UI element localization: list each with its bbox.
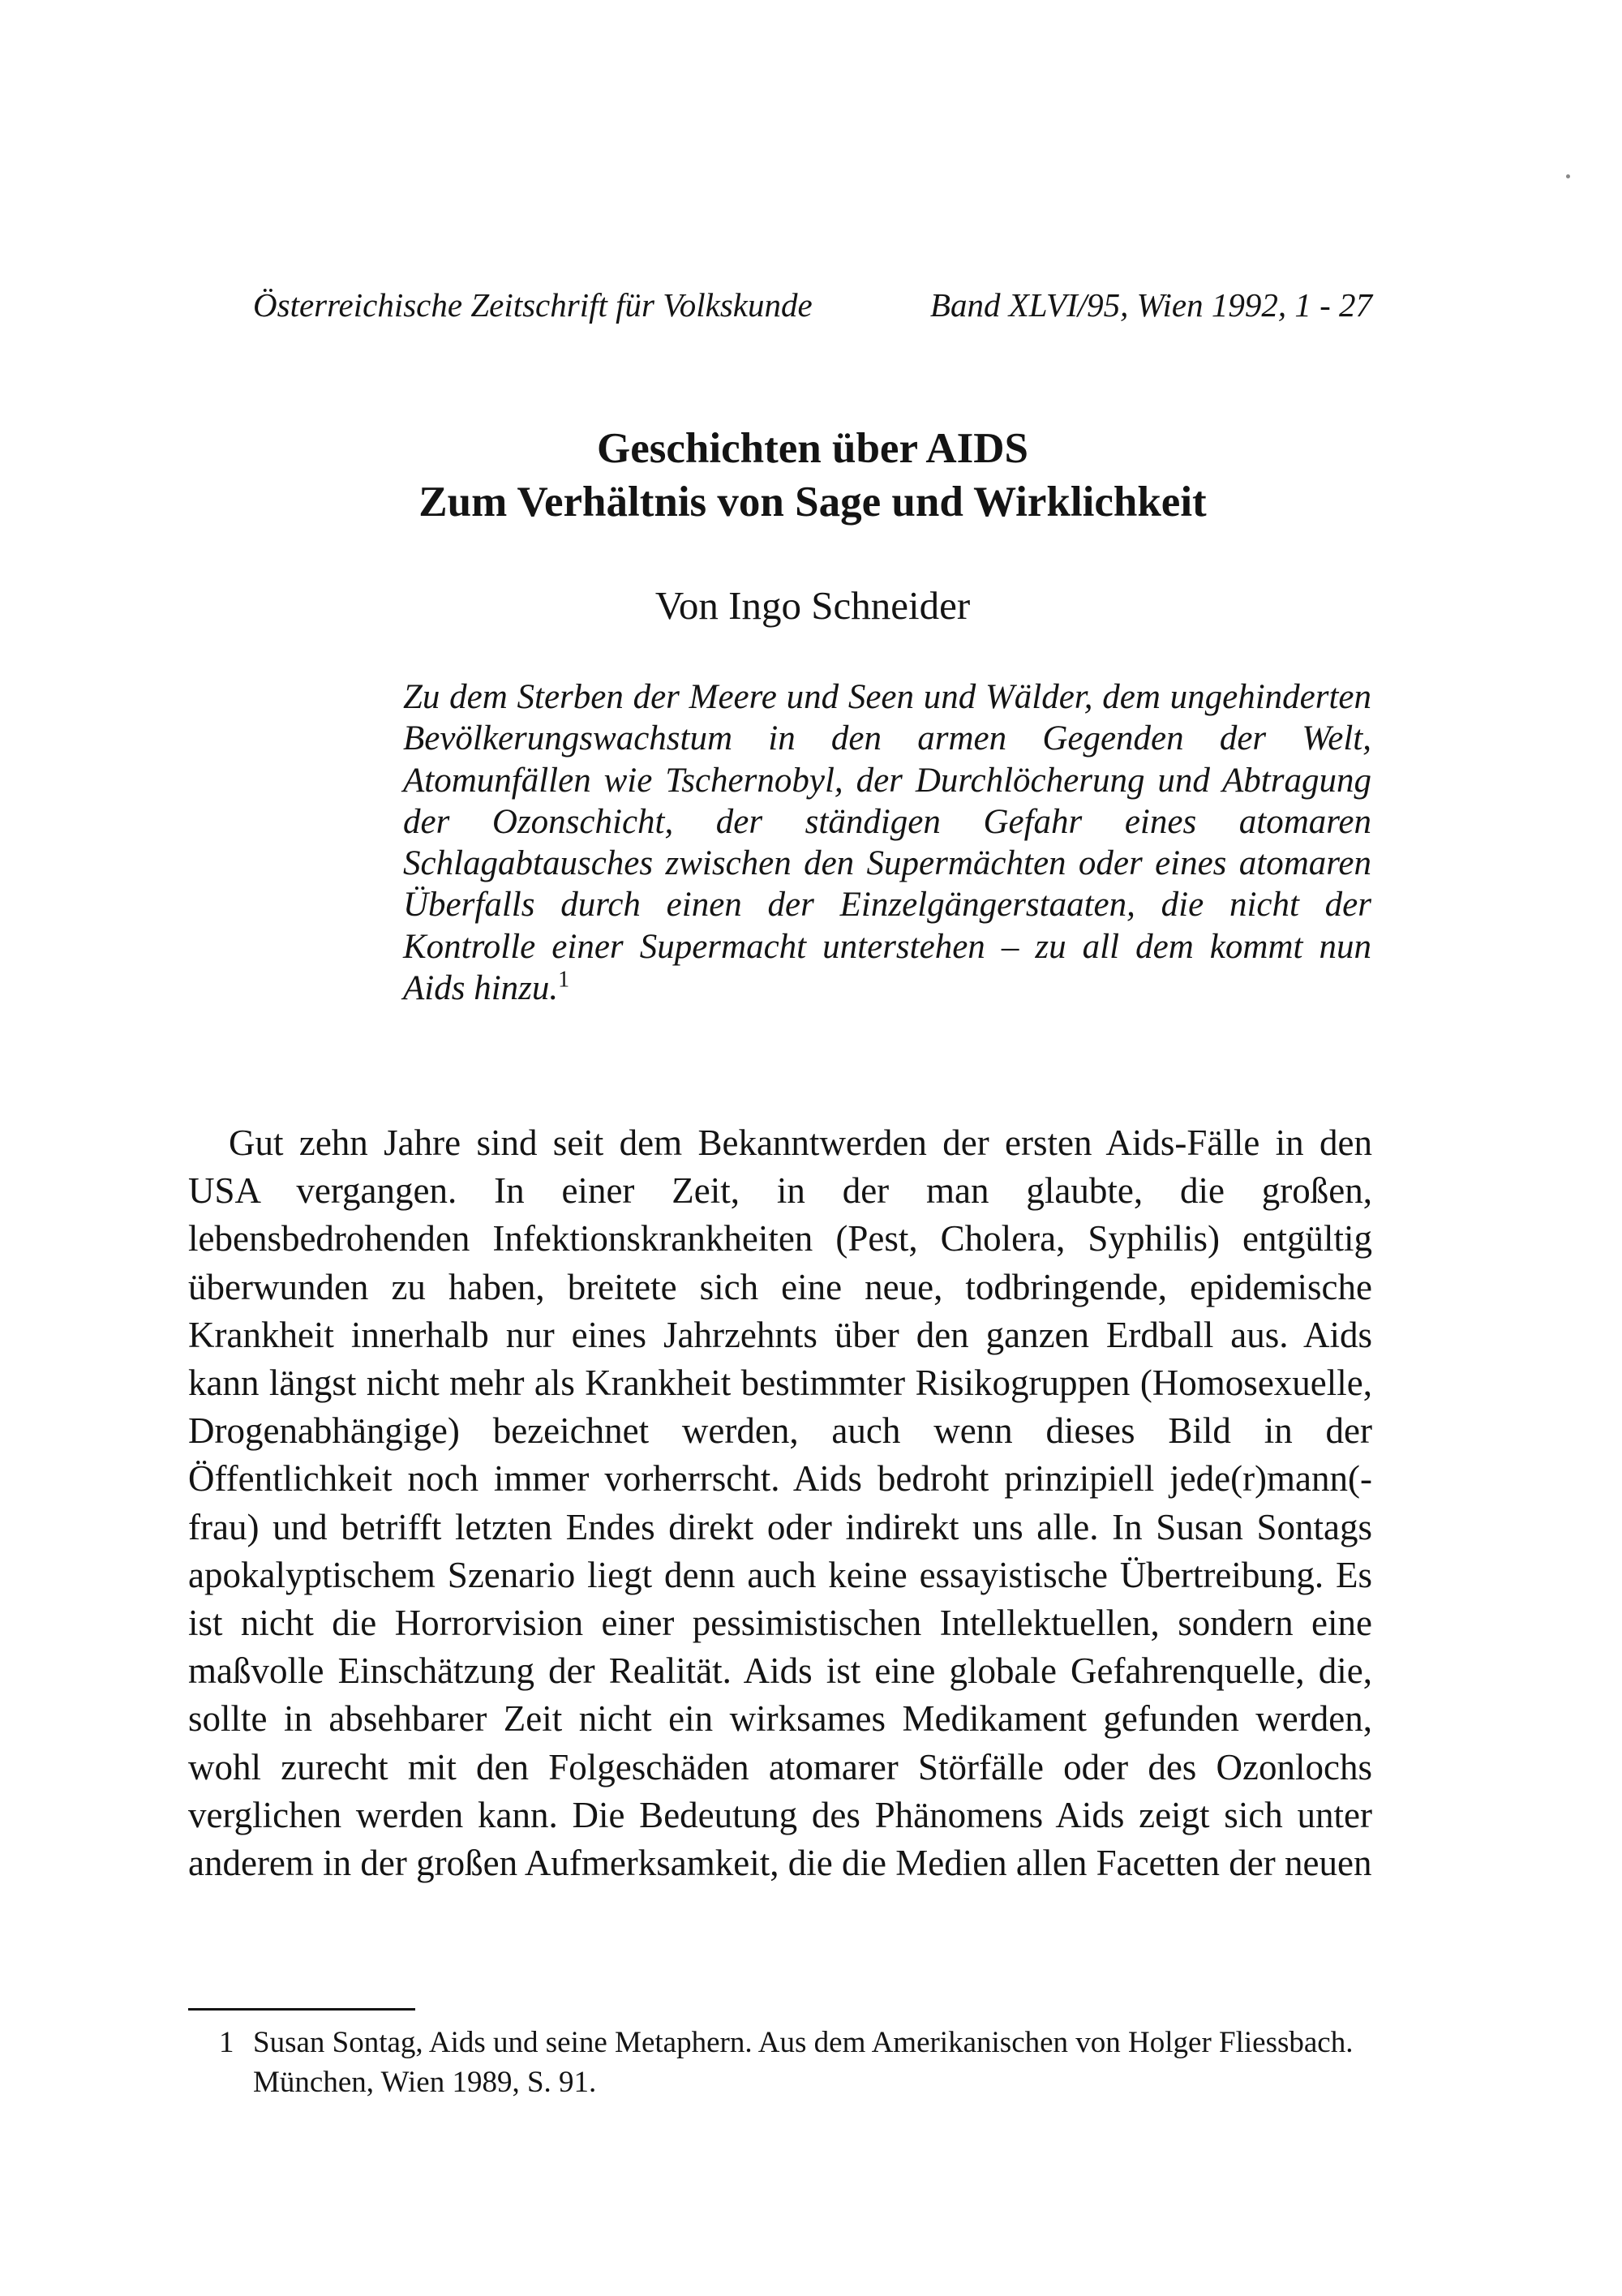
article-title [253,422,1372,529]
footnote-text: Susan Sontag, Aids und seine Metaphern. Aus dem Amerikanischen von Holger Fliessbach. München, Wien 1989, S. 91. [253,2026,1354,2099]
epigraph-text: Zu dem Sterben der Meere und Seen und Wälder, dem ungehinderten Bevölkerungswachstum in den armen Gegenden der Welt, Atomunfällen wie Tschernobyl, der Durchlöcherung und Abtragung der Ozonschicht, der ständigen Gefahr eines atomaren Schlagabtausches zwischen den Supermächten oder eines atomaren Überfalls durch einen der Einzelgängerstaaten, die nicht der Kontrolle einer Supermacht unterstehen – zu all dem kommt nun Aids hinzu. [403,678,1371,1008]
epigraph [403,676,1371,1009]
volume-info: Band XLVI/95, Wien 1992, 1 - 27 [929,286,1372,324]
journal-name: Österreichische Zeitschrift für Volkskunde [253,286,813,324]
footnote-divider [188,2008,415,2011]
running-header [253,285,1372,334]
epigraph-footnote-marker: 1 [558,967,570,993]
body-paragraph: Gut zehn Jahre sind seit dem Bekanntwerden der ersten Aids-Fälle in den USA vergangen. In einer Zeit, in der man glaubte, die großen, lebensbedrohenden Infektionskrankheiten (Pest, Cholera, Syphilis) entgültig überwunden zu haben, breitete sich eine neue, todbringende, epidemische Krankheit innerhalb nur eines Jahrzehnts über den ganzen Erdball aus. Aids kann längst nicht mehr als Krankheit bestimmter Risikogruppen (Homosexuelle, Drogenabhängige) bezeichnet werden, auch wenn dieses Bild in der Öffentlichkeit noch immer vorherrscht. Aids bedroht prinzipiell jede(r)mann(-frau) und betrifft letzten Endes direkt oder indirekt uns alle. In Susan Sontags apokalyptischem Szenario liegt denn auch keine essayistische Übertreibung. Es ist nicht die Horrorvision einer pessimistischen Intellektuellen, sondern eine maßvolle Einschätzung der Realität. Aids ist eine globale Gefahrenquelle, die, sollte in absehbarer Zeit nicht ein wirksames Medikament gefunden werden, wohl zurecht mit den Folgeschäden atomarer Störfälle oder des Ozonlochs verglichen werden kann. Die Bedeutung des Phänomens Aids zeigt sich unter anderem in der großen Aufmerksamkeit, die die Medien allen Facetten der neuen [188,1122,1372,1884]
scan-speck [1566,174,1570,178]
title-line-1: Geschichten über AIDS [596,425,1029,472]
article-author: Von Ingo Schneider [654,583,971,628]
footnote [219,2023,1372,2102]
footnote-number: 1 [219,2026,234,2059]
title-line-2: Zum Verhältnis von Sage und Wirklichkeit [418,479,1207,526]
